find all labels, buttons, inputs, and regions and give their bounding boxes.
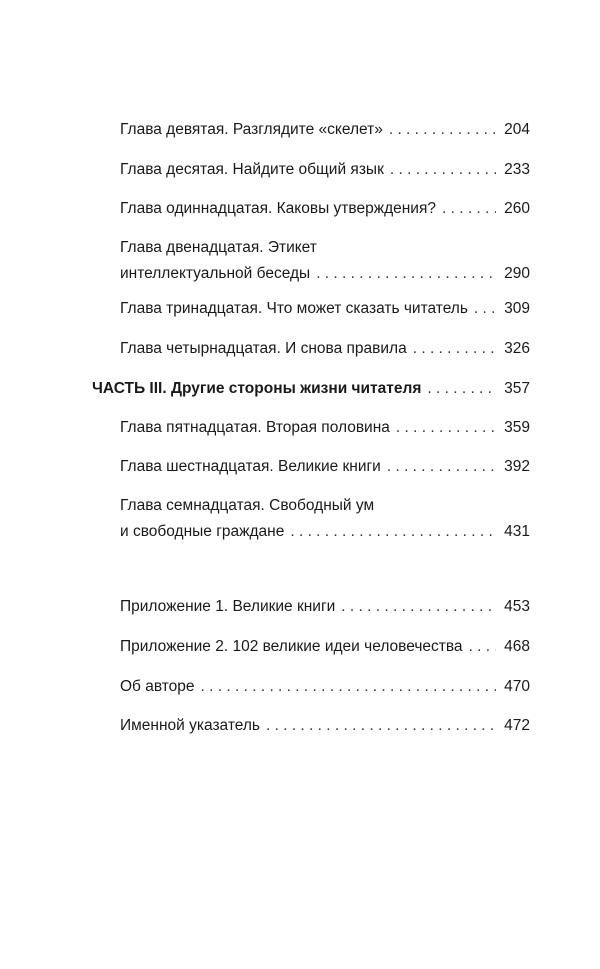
toc-entry-title: Приложение 2. 102 великие идеи человечества <box>120 638 463 655</box>
toc-entry-page: 204 <box>504 121 530 138</box>
toc-entry-page: 309 <box>504 300 530 317</box>
toc-entry-page: 470 <box>504 678 530 695</box>
toc-entry-page: 233 <box>504 161 530 178</box>
dot-leader <box>266 715 496 737</box>
toc-entry-title: Глава десятая. Найдите общий язык <box>120 161 384 178</box>
toc-entry-appendix-1 <box>120 596 530 618</box>
dot-leader <box>201 676 496 698</box>
dot-leader <box>341 596 496 618</box>
toc-entry-title: Глава тринадцатая. Что может сказать читатель <box>120 300 468 317</box>
toc-part-title: ЧАСТЬ III. Другие стороны жизни читателя <box>92 380 422 397</box>
dot-leader <box>316 263 496 285</box>
toc-entry-title: Глава шестнадцатая. Великие книги <box>120 458 381 475</box>
toc-entry-chapter-17 <box>120 495 530 543</box>
toc-entry-chapter-15 <box>120 417 530 439</box>
dot-leader <box>474 298 496 320</box>
toc-entry-page: 468 <box>504 638 530 655</box>
toc-entry-page: 290 <box>504 265 530 282</box>
toc-entry-title-line1: Глава семнадцатая. Свободный ум <box>120 497 375 514</box>
toc-entry-page: 357 <box>504 380 530 397</box>
dot-leader <box>389 119 496 141</box>
toc-entry-title: Именной указатель <box>120 717 260 734</box>
toc-entry-chapter-13 <box>120 298 530 320</box>
toc-entry-title: Глава четырнадцатая. И снова правила <box>120 340 407 357</box>
toc-entry-title: Глава девятая. Разглядите «скелет» <box>120 121 383 138</box>
toc-entry-page: 392 <box>504 458 530 475</box>
toc-entry-chapter-12 <box>120 237 530 285</box>
toc-entry-chapter-11 <box>120 198 530 220</box>
toc-entry-about-author <box>120 676 530 698</box>
toc-entry-page: 431 <box>504 523 530 540</box>
toc-entry-title: интеллектуальной беседы <box>120 265 311 282</box>
toc-entry-page: 453 <box>504 598 530 615</box>
toc-entry-part-3 <box>92 378 530 400</box>
toc-entry-chapter-10 <box>120 159 530 181</box>
dot-leader <box>413 338 496 360</box>
dot-leader <box>469 636 496 658</box>
toc-entry-title: Глава пятнадцатая. Вторая половина <box>120 419 390 436</box>
dot-leader <box>390 159 496 181</box>
toc-entry-title: Об авторе <box>120 678 195 695</box>
toc-entry-page: 260 <box>504 200 530 217</box>
dot-leader <box>387 456 496 478</box>
dot-leader <box>290 521 496 543</box>
toc-entry-title: Приложение 1. Великие книги <box>120 598 336 615</box>
toc-entry-title-line1: Глава двенадцатая. Этикет <box>120 239 317 256</box>
toc-entry-page: 472 <box>504 717 530 734</box>
toc-entry-chapter-16 <box>120 456 530 478</box>
dot-leader <box>396 417 496 439</box>
toc-entry-title: и свободные граждане <box>120 523 285 540</box>
toc-entry-appendix-2 <box>120 636 530 658</box>
toc-entry-chapter-14 <box>120 338 530 360</box>
toc-entry-page: 359 <box>504 419 530 436</box>
toc-entry-page: 326 <box>504 340 530 357</box>
toc-entry-title: Глава одиннадцатая. Каковы утверждения? <box>120 200 436 217</box>
toc-entry-chapter-9 <box>120 119 530 141</box>
dot-leader <box>427 378 496 400</box>
dot-leader <box>442 198 496 220</box>
toc-entry-name-index <box>120 715 530 737</box>
